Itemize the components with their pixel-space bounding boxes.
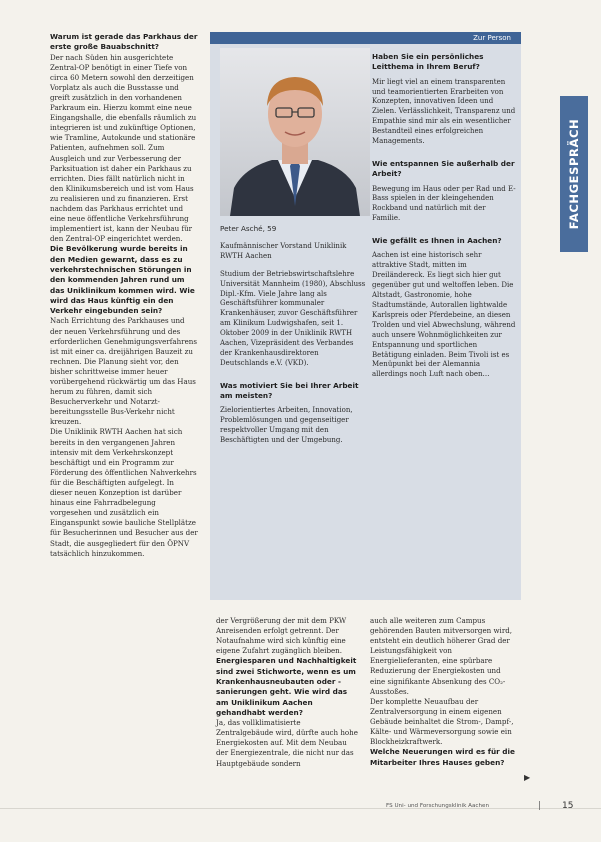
interview-answer: Ja, das vollklimatisierte Zentralgebäude wird, dürfte auch hohe Energiekosten auf. Mit dem Neubau der Energiezentrale, die nicht nur das Hauptgebäude sondern bbox=[216, 718, 358, 768]
profile-info bbox=[220, 224, 366, 446]
footer-separator: | bbox=[538, 801, 542, 811]
page-number: 15 bbox=[562, 801, 574, 811]
profile-question: Wie gefällt es Ihnen in Aachen? bbox=[372, 236, 502, 246]
profile-question: Was motiviert Sie bei Ihrer Arbeit am meisten? bbox=[220, 380, 359, 401]
interview-answer: Die Uniklinik RWTH Aachen hat sich bereits in den vergangenen Jahren intensiv mit dem Verkehrskonzept beschäftigt und ein Programm zur Förderung des öffentlichen Nahverkehrs für die Beschäftigten aufgelegt. In dieser neuen Konzeption ist darüber hinaus eine Fahrradbelegung vorgesehen und zusätzlich ein Einganspunkt sowie bauliche Stellplätze für Besucherinnen und Besucher aus der Stadt, die ausgegliedert für den ÖPNV tatsächlich hinzukommen. bbox=[50, 427, 198, 558]
profile-answer: Aachen ist eine historisch sehr attraktive Stadt, mitten im Dreiländereck. Es liegt sich hier gut gegenüber gut und weltoffen leben. Die Altstadt, Gastronomie, hohe Stadtumstände, Autorallen lightwalde Karlspreis oder Pferdebeine, an diesen Trolden und viel Abwechslung, während auch unsere Wohnmöglichkeiten zur Entspannung und sportlichen Betätigung einladen. Beim Tivoli ist es Menüpunkt bei der Alemannia allerdings noch Luft nach oben… bbox=[372, 251, 516, 379]
interview-question: Energiesparen und Nachhaltigkeit sind zwei Stichworte, wenn es um Krankenhausneubauten oder -sanierungen geht. Wie wird das am Uniklinikum Aachen gehandhabt werden? bbox=[216, 656, 357, 717]
profile-question: Haben Sie ein persönliches Leitthema in Ihrem Beruf? bbox=[372, 52, 484, 72]
profile-answer: Zielorientiertes Arbeiten, Innovation, Problemlösungen und gegenseitiger respektvoller Umgang mit den Beschäftigten und der Umgebung. bbox=[220, 406, 353, 445]
interview-answer: Nach Errichtung des Parkhauses und der neuen Verkehrsführung und des erforderlichen Genehmigungsverfahrens ist mit einer ca. dreijährigen Bauzeit zu rechnen. Die Planung sieht vor, den bisher schrittweise immer heuer vorübergehend rückwärtig um das Haus herum zu führen, damit sich Besucherverkehr und Notarzt-bereitungsstelle Bus-Verkehr nicht kreuzen. bbox=[50, 316, 197, 427]
article-column-middle bbox=[216, 616, 360, 769]
person-bio: Studium der Betriebswirtschaftslehre Universität Mannheim (1980), Abschluss Dipl.-Kfm. Viele Jahre lang als Geschäftsführer kommunaler Krankenhäuser, zuvor Geschäftsführer am Klinikum Ludwigshafen, seit 1. Oktober 2009 in der Uniklinik RWTH Aachen, Vizepräsident des Verbandes der Krankenhausdirektoren Deutschlands e.V. (VKD). bbox=[220, 269, 366, 367]
portrait-image bbox=[220, 48, 370, 216]
profile-question: Wie entspannen Sie außerhalb der Arbeit? bbox=[372, 158, 515, 179]
article-column-right bbox=[370, 616, 518, 768]
profile-answer: Mir liegt viel an einem transparenten und teamorientierten Erarbeiten von Konzepten, innovativen Ideen und Zielen. Verlässlichkeit, Transparenz und Empathie sind mir als ein wesentlicher Bestandteil eines erfolgreichen Managements. bbox=[372, 77, 516, 146]
article-column-left bbox=[50, 32, 198, 559]
profile-answer: Bewegung im Haus oder per Rad und E-Bass spielen in der kleingehenden Rockband und natürlich mit der Familie. bbox=[372, 184, 516, 223]
section-tab-label: FACHGESPRÄCH bbox=[567, 118, 581, 230]
interview-question: Warum ist gerade das Parkhaus der erste große Bauabschnitt? bbox=[50, 32, 198, 52]
profile-qa bbox=[372, 52, 516, 380]
profile-box bbox=[210, 32, 521, 600]
interview-answer: der Vergrößerung der mit dem PKW Anreisenden erfolgt getrennt. Der Notaufnahme wird sich künftig eine eigene Zufahrt zugänglich bleiben. bbox=[216, 616, 347, 656]
interview-answer: Der nach Süden hin ausgerichtete Zentral-OP benötigt in einer Tiefe von circa 60 Metern sowohl den derzeitigen Vorplatz als auch die Busstasse und greift zusätzlich in den vorhandenen Parkraum ein. Hierzu kommt eine neue Eingangshalle, die ebenfalls räumlich zu integrieren ist und zukünftige Optionen, wie Tramline, Autokunde und stationäre Patienten, aufnehmen soll. Zum Ausgleich und zur Verbesserung der Parksituation ist daher ein Parkhaus zu errichten. Dies fällt natürlich nicht in den Klinikumsbereich und ist vom Haus zu realisieren und zu finanzieren. Erst nachdem das Parkhaus errichtet und eine neue öffentliche Verkehrsführung implementiert ist, kann der Neubau für den Zentral-OP eingerichtet werden. bbox=[50, 52, 197, 244]
interview-answer: Der komplette Neuaufbau der Zentralversorgung in einem eigenen Gebäude beinhaltet die Strom-, Dampf-, Kälte- und Wärmeversorgung sowie ein Blockheizkraftwerk. bbox=[370, 696, 514, 747]
portrait-photo bbox=[220, 48, 370, 216]
profile-box-header bbox=[210, 32, 521, 44]
person-name: Peter Asché, 59 bbox=[220, 224, 277, 233]
interview-question: Die Bevölkerung wurde bereits in den Medien gewarnt, dass es zu verkehrstechnischen Störungen in den kommenden Jahren rund um das Uniklinikum kommen wird. Wie wird das Haus künftig ein den Verkehr eingebunden sein? bbox=[50, 244, 195, 316]
continue-arrow-icon: ▶ bbox=[524, 773, 531, 782]
person-role: Kaufmännischer Vorstand Uniklinik RWTH Aachen bbox=[220, 241, 347, 260]
footer-title: FS Uni- und Forschungsklinik Aachen bbox=[386, 803, 490, 809]
interview-question: Welche Neuerungen wird es für die Mitarbeiter Ihres Hauses geben? bbox=[370, 747, 515, 767]
section-tab bbox=[560, 96, 588, 252]
profile-box-title: Zur Person bbox=[473, 34, 511, 42]
footer-divider bbox=[0, 808, 601, 809]
interview-answer: auch alle weiteren zum Campus gehörenden Bauten mitversorgen wird, entsteht ein deutlich höherer Grad der Leistungsfähigkeit von Energielieferanten, eine spürbare Reduzierung der Energiekosten und eine signifikante Absenkung des CO₂-Ausstoßes. bbox=[370, 616, 513, 696]
